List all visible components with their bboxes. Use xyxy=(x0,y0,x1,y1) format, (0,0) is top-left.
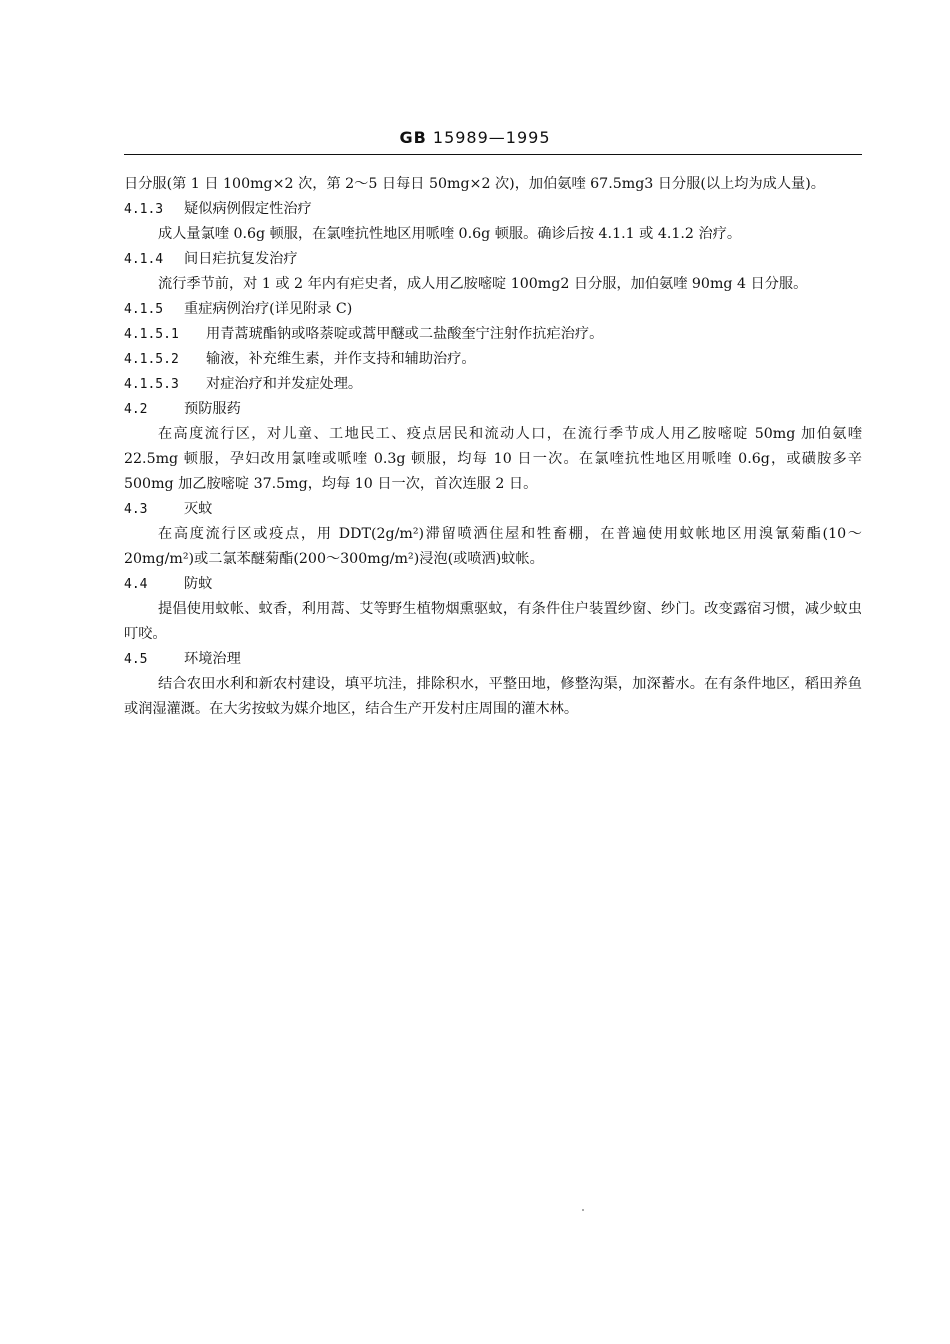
header-rule xyxy=(124,154,862,155)
section-heading xyxy=(124,397,862,422)
paragraph: 日分服(第 1 日 100mg×2 次，第 2～5 日每日 50mg×2 次)，加伯氨喹 67.5mg3 日分服(以上均为成人量)。 xyxy=(124,176,825,192)
document-body xyxy=(124,172,862,722)
paragraph: 在高度流行区，对儿童、工地民工、疫点居民和流动人口，在流行季节成人用乙胺嘧啶 50mg 加伯氨喹 22.5mg 顿服，孕妇改用氯喹或哌喹 0.3g 顿服，均每 10 日一次。在氯喹抗性地区用哌喹 0.6g，或磺胺多辛 500mg 加乙胺嘧啶 37.5mg，均每 10 日一次，首次连服 2 日。 xyxy=(124,426,862,492)
section-title: 防蚊 xyxy=(184,576,213,592)
section-title: 间日疟抗复发治疗 xyxy=(184,251,298,267)
page-header xyxy=(0,128,950,147)
section-title: 对症治疗和并发症处理。 xyxy=(206,376,363,392)
section-number: 4.5 xyxy=(124,652,148,667)
paragraph: 结合农田水利和新农村建设，填平坑洼，排除积水，平整田地，修整沟渠，加深蓄水。在有条件地区，稻田养鱼或润湿灌溉。在大劣按蚊为媒介地区，结合生产开发村庄周围的灌木林。 xyxy=(124,676,862,717)
section-number: 4.4 xyxy=(124,577,148,592)
standard-number: 15989—1995 xyxy=(432,128,551,147)
paragraph: 在高度流行区或疫点，用 DDT(2g/m²)滞留喷洒住屋和牲畜棚，在普遍使用蚊帐地区用溴氰菊酯(10～20mg/m²)或二氯苯醚菊酯(200～300mg/m²)浸泡(或喷洒)蚊帐。 xyxy=(124,526,862,567)
section-number: 4.1.5 xyxy=(124,302,164,317)
section-title: 输液，补充维生素，并作支持和辅助治疗。 xyxy=(206,351,476,367)
section-number: 4.1.5.2 xyxy=(124,352,179,367)
section-heading xyxy=(124,497,862,522)
scan-speck xyxy=(582,1209,584,1211)
section-number: 4.1.4 xyxy=(124,252,164,267)
paragraph: 成人量氯喹 0.6g 顿服，在氯喹抗性地区用哌喹 0.6g 顿服。确诊后按 4.1.1 或 4.1.2 治疗。 xyxy=(158,226,742,242)
section-title: 预防服药 xyxy=(184,401,241,417)
section-number: 4.1.5.3 xyxy=(124,377,179,392)
section-heading xyxy=(124,322,862,347)
section-heading xyxy=(124,247,862,272)
section-heading xyxy=(124,197,862,222)
section-title: 重症病例治疗(详见附录 C) xyxy=(184,301,353,317)
section-title: 环境治理 xyxy=(184,651,241,667)
section-title: 用青蒿琥酯钠或咯萘啶或蒿甲醚或二盐酸奎宁注射作抗疟治疗。 xyxy=(206,326,604,342)
section-heading xyxy=(124,572,862,597)
section-number: 4.1.3 xyxy=(124,202,164,217)
section-title: 灭蚊 xyxy=(184,501,213,517)
section-number: 4.1.5.1 xyxy=(124,327,179,342)
paragraph: 流行季节前，对 1 或 2 年内有疟史者，成人用乙胺嘧啶 100mg2 日分服，加伯氨喹 90mg 4 日分服。 xyxy=(158,276,808,292)
standard-code: GB xyxy=(399,128,427,147)
section-heading xyxy=(124,347,862,372)
section-heading xyxy=(124,647,862,672)
paragraph: 提倡使用蚊帐、蚊香，利用蒿、艾等野生植物烟熏驱蚊，有条件住户装置纱窗、纱门。改变露宿习惯，减少蚊虫叮咬。 xyxy=(124,601,862,642)
section-number: 4.3 xyxy=(124,502,148,517)
section-title: 疑似病例假定性治疗 xyxy=(184,201,312,217)
section-number: 4.2 xyxy=(124,402,148,417)
section-heading xyxy=(124,372,862,397)
section-heading xyxy=(124,297,862,322)
